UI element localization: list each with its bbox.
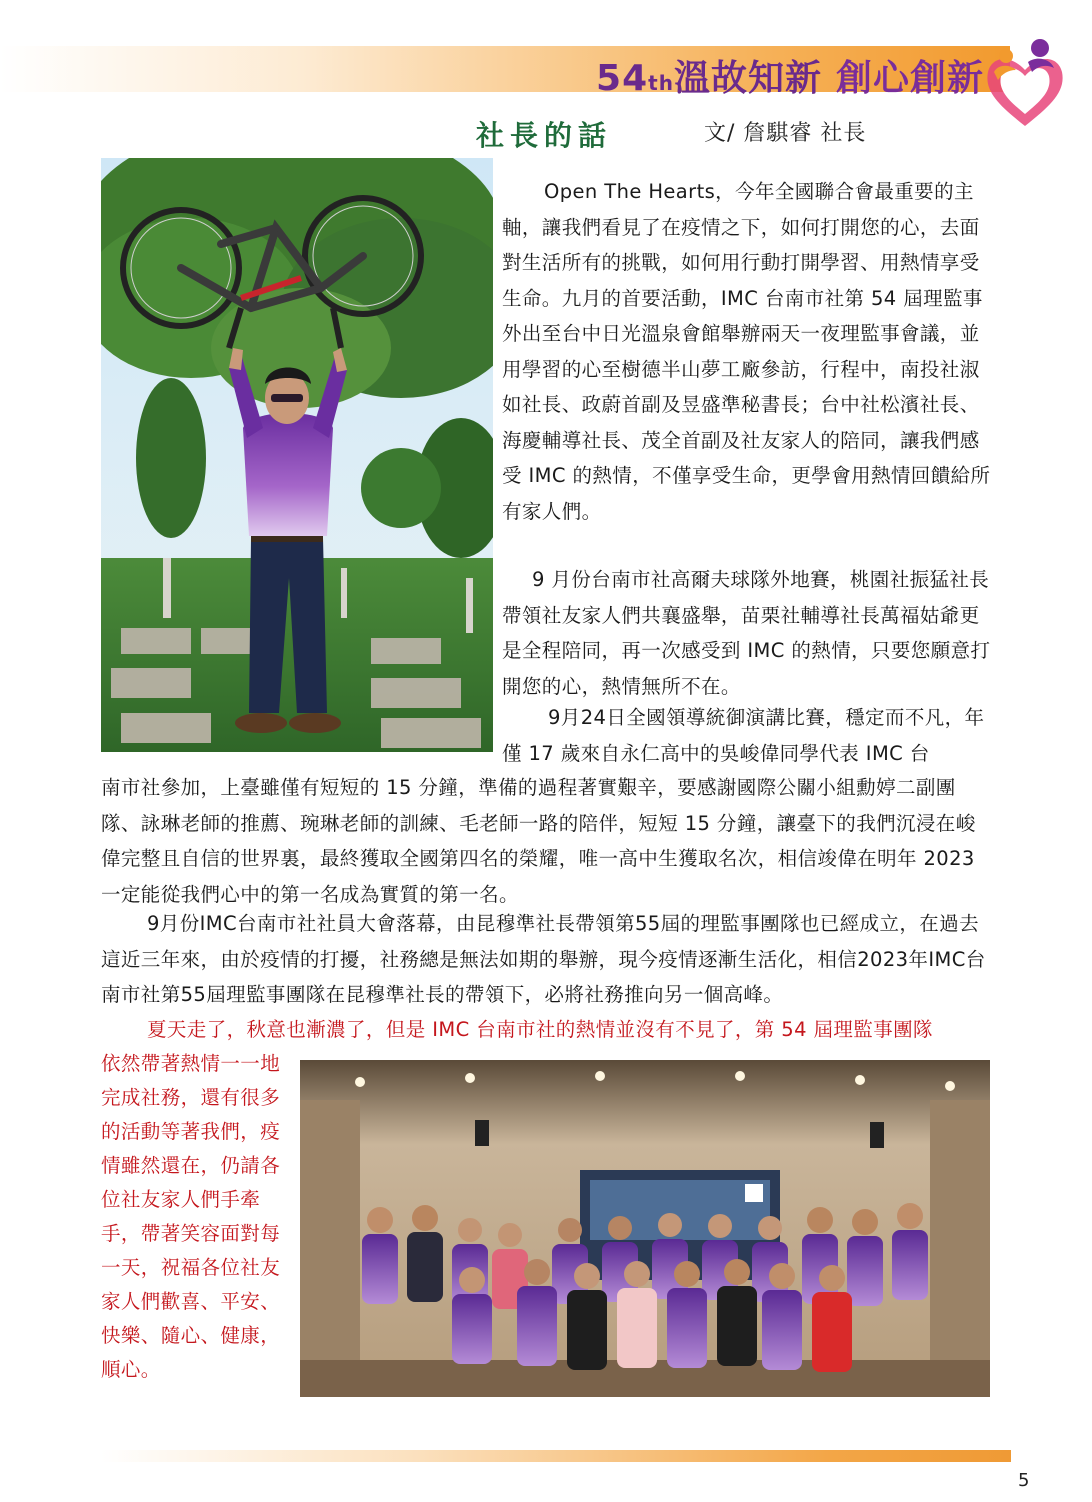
paragraph-1: Open The Hearts，今年全國聯合會最重要的主軸，讓我們看見了在疫情之下，如何打開您的心，去面對生活所有的挑戰，如何用行動打開學習、用熱情享受生命。九月的首要活動，IMC 台南市社第 54 屆理監事外出至台中日光溫泉會館舉辦兩天一夜理監事會議，並用學習的心至樹德半山夢工廠參訪，行程中，南投社淑如社長、政蔚首副及昱盛準秘書長；台中社松濱社長、海慶輔導社長、茂全首副及社友家人的陪同，讓我們感受 IMC 的熱情，不僅享受生命，更學會用熱情回饋給所有家人們。 bbox=[502, 180, 991, 523]
paragraph-3-continued: 南市社參加，上臺雖僅有短短的 15 分鐘，準備的過程著實艱辛，要感謝國際公關小組勳婷二副團隊、詠琳老師的推薦、琬琳老師的訓練、毛老師一路的陪伴，短短 15 分鐘，讓臺下的我們沉浸在峻偉完整且自信的世界裏，最終獲取全國第四名的榮耀，唯一高中生獲取名次，相信竣偉在明年 2023 一定能從我們心中的第一名成為實質的第一名。 bbox=[101, 776, 976, 906]
paragraph-5-start: 夏天走了，秋意也漸濃了，但是 IMC 台南市社的熱情並沒有不見了，第 54 屆理監事團隊 bbox=[147, 1018, 933, 1041]
footer-gradient-bar bbox=[101, 1450, 1011, 1462]
heart-people-logo-icon bbox=[980, 34, 1070, 134]
paragraph-4: 9月份IMC台南市社社員大會落幕，由昆穆準社長帶領第55屆的理監事團隊也已經成立，在過去這近三年來，由於疫情的打擾，社務總是無法如期的舉辦，現今疫情逐漸生活化，相信2023年IMC台南市社第55屆理監事團隊在昆穆準社長的帶領下，必將社務推向另一個高峰。 bbox=[101, 912, 986, 1006]
article-title: 社長的話 bbox=[476, 119, 613, 152]
header-motto bbox=[596, 50, 984, 101]
header-motto-2: 創心創新 bbox=[835, 58, 984, 99]
page-number: 5 bbox=[1018, 1470, 1030, 1491]
paragraph-2: 9 月份台南市社高爾夫球隊外地賽，桃園社振猛社長帶領社友家人們共襄盛舉，苗栗社輔導社長萬福姑爺更是全程陪同，再一次感受到 IMC 的熱情，只要您願意打開您的心，熱情無所不在。 bbox=[502, 568, 991, 698]
photo-group-meeting bbox=[300, 1060, 990, 1397]
article-byline: 文/ 詹騏睿 社長 bbox=[704, 121, 867, 146]
paragraph-5-continued: 依然帶著熱情一一地完成社務，還有很多的活動等著我們，疫情雖然還在，仍請各位社友家人們手牽手，帶著笑容面對每一天，祝福各位社友家人們歡喜、平安、快樂、隨心、健康，順心。 bbox=[101, 1052, 281, 1381]
photo-man-with-bicycle bbox=[101, 158, 493, 752]
paragraph-3-start: 9月24日全國領導統御演講比賽，穩定而不凡，年僅 17 歲來自永仁高中的吳峻偉同學代表 IMC 台 bbox=[502, 706, 985, 765]
header-number: 54 bbox=[596, 58, 649, 99]
header-motto-1: 溫故知新 bbox=[673, 58, 822, 99]
header-number-suffix: th bbox=[648, 71, 674, 95]
